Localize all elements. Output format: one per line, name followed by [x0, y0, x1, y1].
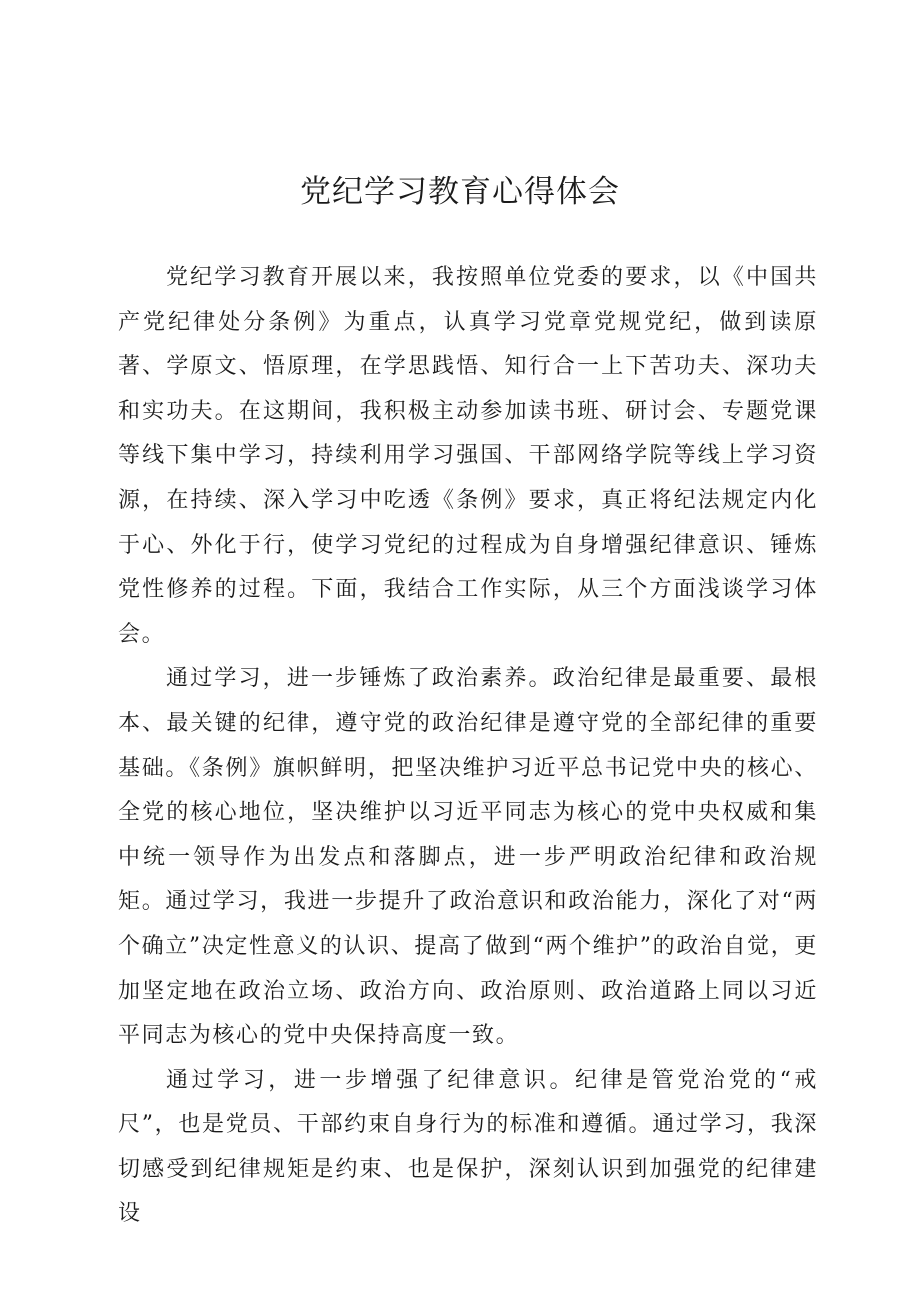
paragraph-intro: 党纪学习教育开展以来，我按照单位党委的要求，以《中国共产党纪律处分条例》为重点，认真学习党章党规党纪，做到读原著、学原文、悟原理，在学思践悟、知行合一上下苦功夫、深功夫和实功夫。在这期间，我积极主动参加读书班、研讨会、专题党课等线下集中学习，持续利用学习强国、干部网络学院等线上学习资源，在持续、深入学习中吃透《条例》要求，真正将纪法规定内化于心、外化于行，使学习党纪的过程成为自身增强纪律意识、锤炼党性修养的过程。下面，我结合工作实际，从三个方面浅谈学习体会。 — [118, 265, 818, 647]
document-title: 党纪学习教育心得体会 — [300, 174, 620, 210]
paragraph-political-literacy: 通过学习，进一步锤炼了政治素养。政治纪律是最重要、最根本、最关键的纪律，遵守党的政治纪律是遵守党的全部纪律的重要基础。《条例》旗帜鲜明，把坚决维护习近平总书记党中央的核心、全党的核心地位，坚决维护以习近平同志为核心的党中央权威和集中统一领导作为出发点和落脚点，进一步严明政治纪律和政治规矩。通过学习，我进一步提升了政治意识和政治能力，深化了对“两个确立”决定性意义的认识、提高了做到“两个维护”的政治自觉，更加坚定地在政治立场、政治方向、政治原则、政治道路上同以习近平同志为核心的党中央保持高度一致。 — [118, 666, 818, 1049]
paragraph-discipline-awareness: 通过学习，进一步增强了纪律意识。纪律是管党治党的“戒尺”，也是党员、干部约束自身行为的标准和遵循。通过学习，我深切感受到纪律规矩是约束、也是保护，深刻认识到加强党的纪律建设 — [118, 1067, 818, 1227]
document-body — [118, 256, 818, 1237]
